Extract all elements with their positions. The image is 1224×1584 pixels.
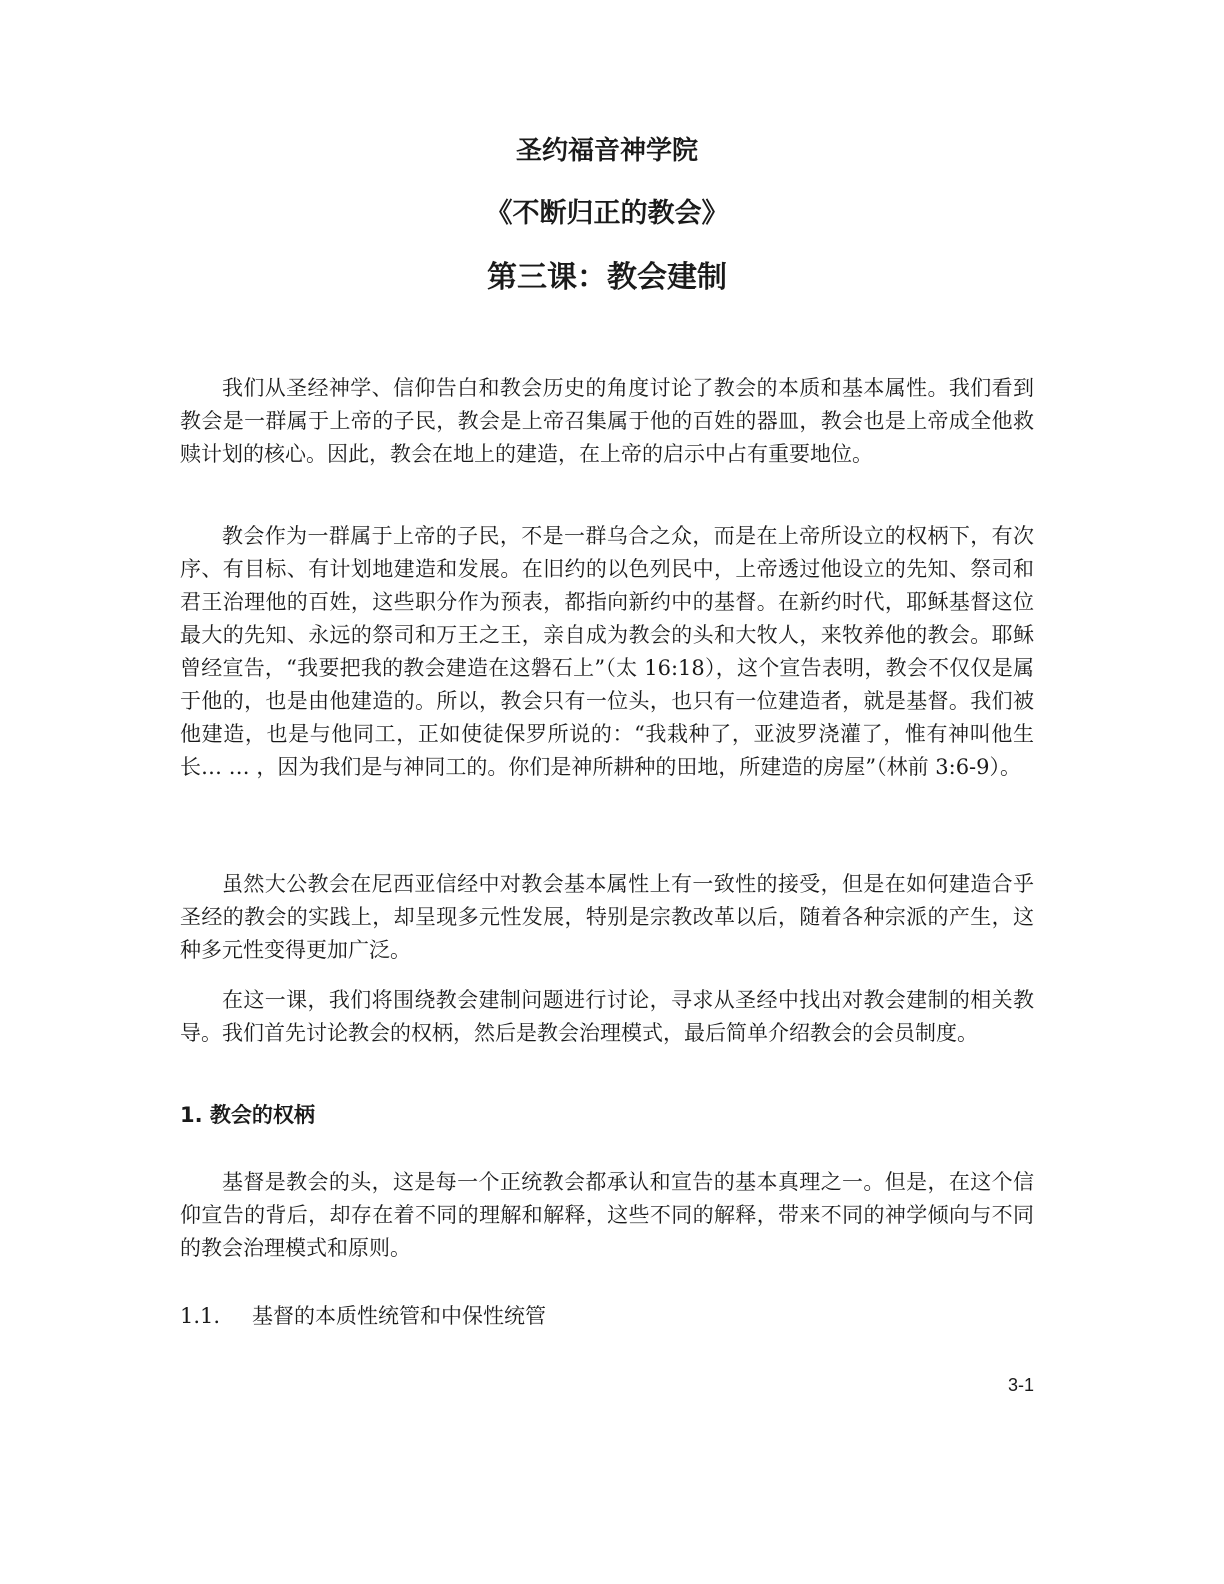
section-heading-1: 1. 教会的权柄 [180, 1103, 315, 1127]
subsection-title: 基督的本质性统管和中保性统管 [252, 1304, 546, 1328]
intro-paragraph-1: 我们从圣经神学、信仰告白和教会历史的角度讨论了教会的本质和基本属性。我们看到教会是一群属于上帝的子民，教会是上帝召集属于他的百姓的器皿，教会也是上帝成全他救赎计划的核心。因此，教会在地上的建造，在上帝的启示中占有重要地位。 [180, 376, 1034, 466]
title-block [180, 138, 1034, 293]
lesson-title: 第三课：教会建制 [487, 260, 727, 295]
intro-paragraph-4: 在这一课，我们将围绕教会建制问题进行讨论，寻求从圣经中找出对教会建制的相关教导。我们首先讨论教会的权柄，然后是教会治理模式，最后简单介绍教会的会员制度。 [180, 988, 1034, 1045]
subsection-heading-1-1 [180, 1300, 546, 1333]
course-title: 《不断归正的教会》 [485, 198, 729, 229]
subsection-number: 1.1. [180, 1304, 221, 1328]
intro-paragraph-3: 虽然大公教会在尼西亚信经中对教会基本属性上有一致性的接受，但是在如何建造合乎圣经的教会的实践上，却呈现多元性发展，特别是宗教改革以后，随着各种宗派的产生，这种多元性变得更加广泛。 [180, 872, 1034, 962]
intro-paragraph-2: 教会作为一群属于上帝的子民，不是一群乌合之众，而是在上帝所设立的权柄下，有次序、有目标、有计划地建造和发展。在旧约的以色列民中，上帝透过他设立的先知、祭司和君王治理他的百姓，这些职分作为预表，都指向新约中的基督。在新约时代，耶稣基督这位最大的先知、永远的祭司和万王之王，亲自成为教会的头和大牧人，来牧养他的教会。耶稣曾经宣告，“我要把我的教会建造在这磐石上”（太 16:18），这个宣告表明，教会不仅仅是属于他的，也是由他建造的。所以，教会只有一位头，也只有一位建造者，就是基督。我们被他建造，也是与他同工，正如使徒保罗所说的：“我栽种了，亚波罗浇灌了，惟有神叫他生长… … ，因为我们是与神同工的。你们是神所耕种的田地，所建造的房屋”（林前 3:6-9）。 [180, 524, 1034, 779]
document-page [180, 0, 1034, 1584]
page-number: 3-1 [1007, 1375, 1034, 1395]
section-1-paragraph: 基督是教会的头，这是每一个正统教会都承认和宣告的基本真理之一。但是，在这个信仰宣告的背后，却存在着不同的理解和解释，这些不同的解释，带来不同的神学倾向与不同的教会治理模式和原则。 [180, 1170, 1034, 1260]
institution-title: 圣约福音神学院 [515, 136, 698, 166]
